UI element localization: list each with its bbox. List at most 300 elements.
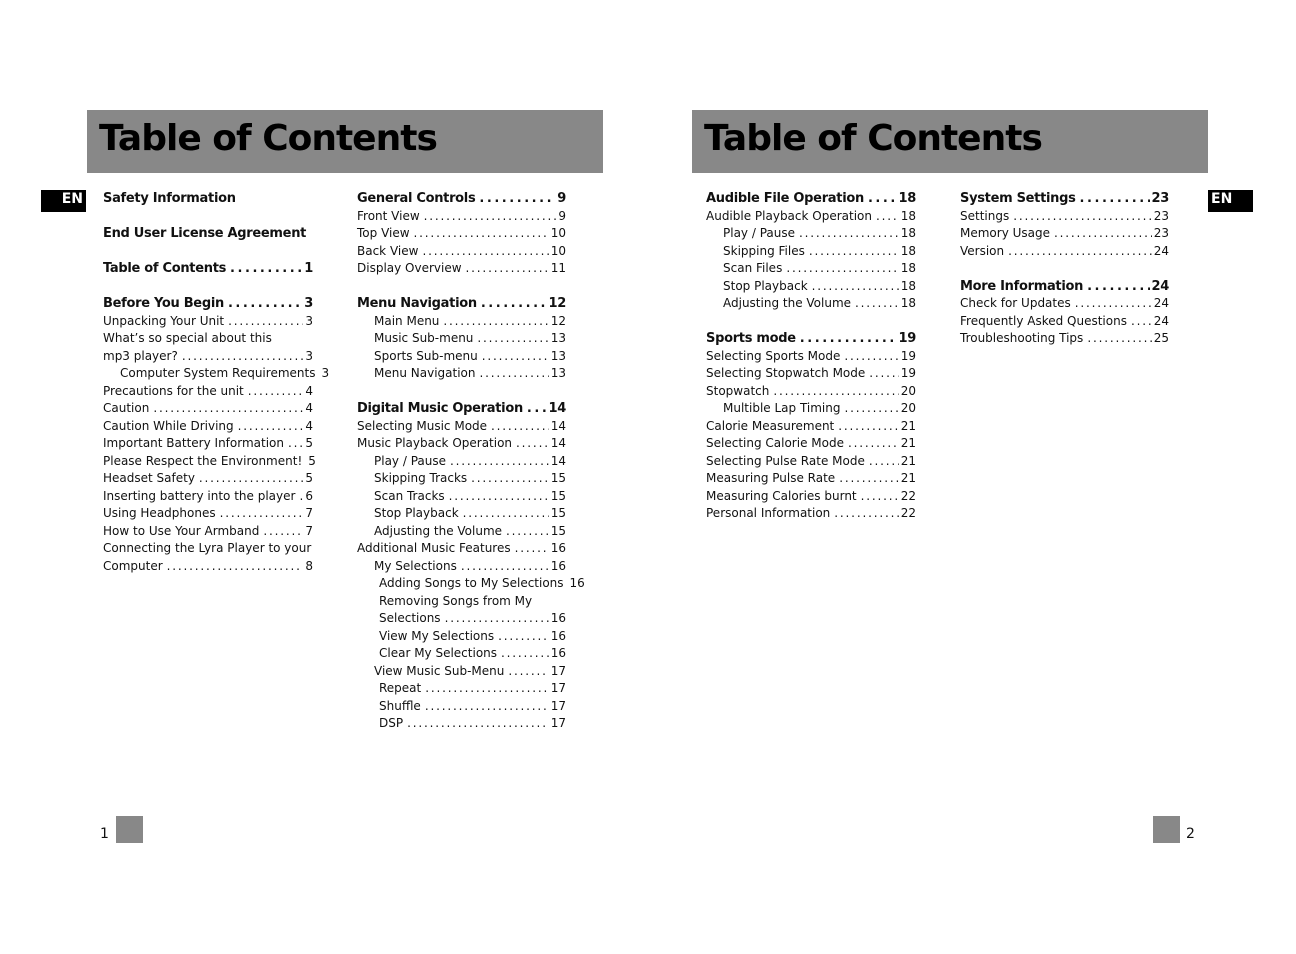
toc-entry-page: 6 — [305, 488, 313, 503]
toc-leader-dots — [424, 208, 557, 226]
toc-entry-page: 15 — [550, 506, 566, 520]
toc-entry-page: 17 — [550, 663, 566, 678]
toc-entry-title: Adding Songs to My Selections — [379, 576, 564, 590]
toc-entry[interactable] — [357, 243, 566, 261]
toc-entry-page: 16 — [550, 611, 566, 625]
toc-entry[interactable] — [706, 488, 916, 506]
toc-entry[interactable] — [103, 540, 313, 558]
toc-leader-dots — [482, 348, 549, 366]
toc-entry[interactable] — [960, 295, 1169, 313]
toc-heading[interactable] — [357, 295, 566, 313]
toc-entry-page: 3 — [305, 348, 313, 363]
toc-leader-dots — [477, 330, 548, 348]
toc-section — [960, 190, 1169, 260]
toc-entry-title: Connecting the Lyra Player to your — [103, 541, 312, 555]
toc-entry-title: Unpacking Your Unit — [103, 313, 225, 328]
toc-entry[interactable] — [960, 208, 1169, 226]
toc-column-4 — [960, 190, 1169, 365]
toc-entry-title: Troubleshooting Tips — [960, 331, 1084, 345]
toc-heading[interactable] — [706, 330, 916, 348]
toc-entry-title: Menu Navigation — [374, 366, 476, 380]
toc-entry-page: 15 — [550, 488, 566, 503]
toc-entry-title: Music Playback Operation — [357, 436, 513, 450]
toc-entry-page: 13 — [550, 331, 566, 345]
toc-leader-dots — [834, 505, 898, 523]
toc-leader-dots — [498, 628, 549, 646]
toc-entry[interactable] — [103, 330, 313, 348]
toc-entry-title: Repeat — [379, 681, 422, 695]
toc-entry-page: 4 — [305, 418, 313, 433]
toc-leader-dots — [527, 400, 547, 418]
toc-entry[interactable] — [706, 225, 916, 243]
toc-leader-dots — [263, 523, 303, 541]
toc-leader-dots — [220, 505, 304, 523]
toc-leader-dots — [501, 645, 549, 663]
toc-section — [103, 225, 313, 243]
toc-leader-dots — [799, 225, 899, 243]
toc-entry-page: 18 — [898, 191, 916, 206]
toc-entry-page: 21 — [900, 471, 916, 485]
toc-leader-dots — [407, 715, 549, 733]
toc-entry-page: 16 — [550, 646, 566, 660]
toc-entry-title: Selections — [379, 611, 441, 625]
toc-entry-page: 9 — [558, 208, 566, 223]
toc-entry[interactable] — [960, 243, 1169, 261]
toc-entry-title: Selecting Music Mode — [357, 418, 488, 433]
toc-entry-page: 18 — [900, 261, 916, 275]
page-number-left: 1 — [100, 826, 109, 842]
toc-section — [103, 190, 313, 208]
title-banner-left — [87, 110, 603, 173]
toc-entry[interactable] — [103, 435, 313, 453]
toc-entry[interactable] — [706, 208, 916, 226]
toc-entry-title: Scan Tracks — [374, 488, 445, 503]
toc-entry-title: Sports Sub-menu — [374, 348, 478, 363]
toc-entry[interactable] — [706, 383, 916, 401]
toc-entry-page: 15 — [550, 523, 566, 538]
toc-entry[interactable] — [103, 558, 313, 576]
toc-entry-title: Computer — [103, 558, 163, 573]
toc-entry[interactable] — [357, 628, 566, 646]
toc-entry[interactable] — [357, 680, 566, 698]
toc-entry-page: 17 — [550, 716, 566, 730]
toc-heading[interactable] — [706, 190, 916, 208]
toc-leader-dots — [199, 470, 303, 488]
toc-section — [357, 190, 566, 278]
toc-entry-page: 3 — [304, 296, 313, 311]
toc-entry[interactable] — [357, 348, 566, 366]
toc-entry-page: 16 — [550, 558, 566, 573]
toc-entry[interactable] — [357, 558, 566, 576]
toc-leader-dots — [869, 365, 898, 383]
toc-column-1 — [103, 190, 330, 593]
toc-entry[interactable] — [103, 488, 313, 506]
toc-entry-page: 10 — [550, 243, 566, 258]
toc-leader-dots — [1080, 190, 1150, 208]
toc-entry-page: 20 — [900, 383, 916, 398]
toc-entry-title: Music Sub-menu — [374, 331, 474, 345]
toc-entry-title: My Selections — [374, 558, 457, 573]
toc-leader-dots — [773, 383, 898, 401]
toc-entry-page: 16 — [569, 576, 585, 590]
toc-leader-dots — [425, 680, 548, 698]
toc-entry-page: 25 — [1153, 331, 1169, 345]
toc-entry-page: 13 — [550, 348, 566, 363]
toc-entry[interactable] — [960, 330, 1169, 348]
toc-entry-page: 23 — [1153, 226, 1169, 240]
toc-column-2 — [357, 190, 585, 750]
toc-entry-title: What’s so special about this — [103, 331, 272, 345]
toc-entry-title: Audible File Operation — [706, 191, 864, 206]
toc-entry-title: Safety Information — [103, 191, 236, 206]
toc-entry[interactable] — [706, 278, 916, 296]
toc-entry-page: 24 — [1153, 313, 1169, 328]
toc-heading[interactable] — [960, 278, 1169, 296]
toc-entry[interactable] — [357, 488, 566, 506]
toc-entry-page: 23 — [1153, 208, 1169, 223]
toc-entry-title: Scan Files — [723, 261, 783, 275]
toc-section — [357, 400, 585, 733]
toc-entry-page: 7 — [305, 523, 313, 538]
toc-entry-title: Additional Music Features — [357, 541, 511, 555]
toc-entry[interactable] — [357, 225, 566, 243]
toc-leader-dots — [786, 260, 898, 278]
toc-leader-dots — [508, 663, 548, 681]
toc-entry[interactable] — [103, 505, 313, 523]
toc-entry[interactable] — [357, 208, 566, 226]
page-title-left: Table of Contents — [99, 118, 437, 159]
toc-leader-dots — [248, 383, 304, 401]
toc-entry[interactable] — [357, 330, 566, 348]
toc-section — [706, 330, 916, 523]
toc-entry-page: 12 — [548, 296, 566, 311]
toc-leader-dots — [855, 295, 899, 313]
toc-entry-title: Headset Safety — [103, 471, 195, 485]
toc-entry[interactable] — [103, 418, 313, 436]
toc-heading[interactable] — [103, 260, 313, 278]
toc-leader-dots — [228, 313, 303, 331]
toc-leader-dots — [506, 523, 549, 541]
toc-entry-page: 19 — [900, 348, 916, 363]
toc-entry-title: Skipping Tracks — [374, 471, 468, 485]
toc-entry-title: mp3 player? — [103, 348, 178, 363]
toc-entry-title: Sports mode — [706, 331, 796, 346]
toc-entry-page: 18 — [900, 296, 916, 310]
toc-entry-title: Multible Lap Timing — [723, 401, 841, 415]
toc-entry-title: More Information — [960, 278, 1084, 294]
toc-heading[interactable] — [103, 295, 313, 313]
toc-leader-dots — [230, 260, 302, 278]
toc-entry-page: 20 — [900, 401, 916, 415]
toc-entry[interactable] — [103, 365, 330, 383]
toc-entry-title: Caution — [103, 401, 150, 415]
toc-leader-dots — [288, 435, 303, 453]
toc-entry[interactable] — [357, 715, 566, 733]
toc-entry-title: General Controls — [357, 191, 476, 206]
toc-heading[interactable] — [960, 190, 1169, 208]
toc-entry-title: Calorie Measurement — [706, 418, 835, 433]
toc-entry[interactable] — [357, 260, 566, 278]
toc-leader-dots — [445, 610, 549, 628]
toc-entry-page: 5 — [305, 436, 313, 450]
toc-entry[interactable] — [706, 453, 916, 471]
toc-leader-dots — [1087, 278, 1149, 296]
toc-leader-dots — [812, 278, 899, 296]
toc-entry[interactable] — [103, 400, 313, 418]
toc-entry-page: 13 — [550, 366, 566, 380]
toc-entry-title: Settings — [960, 208, 1010, 223]
toc-entry-page: 7 — [305, 506, 313, 520]
page-marker-right — [1153, 816, 1180, 843]
toc-entry-page: 4 — [305, 401, 313, 415]
toc-entry-title: Display Overview — [357, 261, 462, 275]
toc-entry-page: 16 — [550, 628, 566, 643]
toc-leader-dots — [479, 190, 555, 208]
toc-entry[interactable] — [706, 418, 916, 436]
toc-leader-dots — [491, 418, 549, 436]
toc-entry[interactable] — [357, 505, 566, 523]
toc-entry-page: 5 — [308, 453, 316, 468]
toc-entry-page: 22 — [900, 506, 916, 520]
toc-leader-dots — [1087, 330, 1151, 348]
toc-entry-title: Before You Begin — [103, 296, 224, 311]
toc-leader-dots — [463, 505, 549, 523]
toc-entry-page: 19 — [900, 366, 916, 380]
toc-entry[interactable] — [357, 453, 566, 471]
language-tab-right: EN — [1208, 190, 1253, 212]
toc-leader-dots — [845, 400, 899, 418]
toc-entry-title: Measuring Calories burnt — [706, 488, 857, 503]
toc-leader-dots — [449, 488, 549, 506]
toc-leader-dots — [466, 260, 549, 278]
toc-entry[interactable] — [357, 540, 566, 558]
toc-leader-dots — [800, 330, 897, 348]
toc-heading[interactable] — [357, 190, 566, 208]
toc-entry[interactable] — [706, 348, 916, 366]
toc-leader-dots — [1054, 225, 1152, 243]
toc-entry-page: 14 — [550, 436, 566, 450]
toc-leader-dots — [182, 348, 304, 366]
toc-entry-title: Personal Information — [706, 506, 831, 520]
toc-entry-title: Play / Pause — [374, 453, 446, 468]
toc-entry-page: 18 — [900, 208, 916, 223]
toc-leader-dots — [443, 313, 548, 331]
toc-entry-page: 14 — [548, 401, 566, 416]
toc-leader-dots — [1013, 208, 1152, 226]
toc-entry-title: Table of Contents — [103, 261, 227, 276]
page-number-right: 2 — [1186, 826, 1195, 842]
toc-leader-dots — [414, 225, 549, 243]
toc-entry-title: Back View — [357, 243, 419, 258]
toc-entry-title: Top View — [357, 226, 410, 240]
toc-entry-page: 24 — [1153, 243, 1169, 258]
toc-entry-title: How to Use Your Armband — [103, 523, 260, 538]
toc-entry[interactable] — [103, 523, 313, 541]
toc-entry-title: View My Selections — [379, 628, 495, 643]
toc-entry-title: End User License Agreement — [103, 226, 307, 241]
toc-entry-title: Stop Playback — [723, 278, 808, 293]
toc-section — [357, 295, 566, 383]
toc-column-3 — [706, 190, 916, 540]
toc-leader-dots — [461, 558, 549, 576]
toc-section — [103, 295, 330, 575]
toc-section — [103, 260, 313, 278]
toc-entry-page: 16 — [550, 541, 566, 555]
toc-leader-dots — [844, 348, 898, 366]
toc-leader-dots — [515, 540, 549, 558]
toc-entry-page: 21 — [900, 453, 916, 468]
toc-entry[interactable] — [357, 435, 566, 453]
toc-entry-page: 10 — [550, 226, 566, 240]
toc-leader-dots — [1008, 243, 1152, 261]
toc-entry-page: 24 — [1153, 296, 1169, 310]
toc-entry-title: Selecting Calorie Mode — [706, 436, 844, 450]
language-tab-left: EN — [41, 190, 86, 212]
toc-entry-page: 5 — [305, 471, 313, 485]
toc-leader-dots — [238, 418, 304, 436]
toc-entry-title: Check for Updates — [960, 296, 1071, 310]
toc-entry[interactable] — [357, 575, 585, 593]
toc-leader-dots — [848, 435, 899, 453]
page-title-right: Table of Contents — [704, 118, 1042, 159]
toc-entry[interactable] — [357, 698, 566, 716]
toc-entry-title: Clear My Selections — [379, 646, 498, 660]
toc-entry-page: 3 — [305, 313, 313, 328]
toc-leader-dots — [167, 558, 304, 576]
toc-entry-title: View Music Sub-Menu — [374, 663, 505, 678]
toc-entry-page: 3 — [321, 366, 330, 380]
toc-leader-dots — [450, 453, 549, 471]
toc-entry[interactable] — [357, 313, 566, 331]
toc-entry-title: Shuffle — [379, 698, 421, 713]
toc-entry-title: Selecting Pulse Rate Mode — [706, 453, 865, 468]
toc-entry-page: 9 — [557, 191, 566, 206]
toc-entry-title: Precautions for the unit — [103, 383, 244, 398]
toc-entry-page: 18 — [900, 243, 916, 258]
toc-entry-page: 21 — [900, 436, 916, 450]
toc-leader-dots — [481, 295, 547, 313]
toc-entry[interactable] — [706, 435, 916, 453]
toc-entry-title: Digital Music Operation — [357, 401, 523, 416]
toc-entry[interactable] — [357, 365, 566, 383]
toc-entry[interactable] — [706, 505, 916, 523]
toc-leader-dots — [228, 295, 302, 313]
toc-entry[interactable] — [103, 453, 316, 471]
toc-entry[interactable] — [960, 313, 1169, 331]
toc-leader-dots — [868, 190, 897, 208]
toc-entry[interactable] — [706, 295, 916, 313]
toc-entry-page: 22 — [900, 488, 916, 503]
toc-entry[interactable] — [960, 225, 1169, 243]
toc-entry-title: Memory Usage — [960, 226, 1051, 240]
toc-entry-title: Play / Pause — [723, 226, 795, 240]
toc-entry-page: 14 — [550, 453, 566, 468]
toc-entry-title: Frequently Asked Questions — [960, 313, 1127, 328]
toc-entry-title: Selecting Stopwatch Mode — [706, 366, 866, 380]
toc-entry-page: 17 — [550, 681, 566, 695]
toc-entry-title: Important Battery Information — [103, 436, 284, 450]
toc-leader-dots — [876, 208, 899, 226]
toc-entry-title: Stop Playback — [374, 506, 459, 520]
toc-leader-dots — [516, 435, 549, 453]
toc-entry[interactable] — [706, 243, 916, 261]
toc-entry[interactable] — [357, 645, 566, 663]
toc-entry-title: Skipping Files — [723, 243, 805, 258]
toc-entry-title: System Settings — [960, 191, 1076, 206]
toc-entry-page: 14 — [550, 418, 566, 433]
toc-entry-page: 19 — [898, 331, 916, 346]
toc-entry-page: 12 — [550, 313, 566, 328]
toc-entry[interactable] — [357, 610, 566, 628]
toc-leader-dots — [1075, 295, 1152, 313]
toc-section — [960, 278, 1169, 348]
toc-entry-title: Measuring Pulse Rate — [706, 471, 836, 485]
toc-entry[interactable] — [103, 313, 313, 331]
toc-heading[interactable] — [103, 190, 313, 208]
toc-entry-page: 17 — [550, 698, 566, 713]
toc-entry-page: 24 — [1151, 278, 1169, 294]
toc-entry-title: Computer System Requirements — [120, 366, 316, 380]
toc-entry-title: Adjusting the Volume — [723, 296, 852, 310]
toc-heading[interactable] — [103, 225, 313, 243]
toc-entry[interactable] — [103, 348, 313, 366]
toc-entry-page: 18 — [900, 226, 916, 240]
toc-entry[interactable] — [357, 470, 566, 488]
title-banner-right — [692, 110, 1208, 173]
toc-leader-dots — [422, 243, 548, 261]
toc-heading[interactable] — [357, 400, 566, 418]
toc-entry[interactable] — [706, 365, 916, 383]
toc-entry-page: 8 — [305, 558, 313, 573]
toc-entry-title: Main Menu — [374, 313, 440, 328]
toc-leader-dots — [861, 488, 899, 506]
toc-leader-dots — [809, 243, 899, 261]
toc-entry-title: Removing Songs from My — [379, 593, 533, 608]
toc-entry-title: DSP — [379, 716, 404, 730]
toc-entry-title: Stopwatch — [706, 383, 770, 398]
toc-entry-page: 4 — [305, 383, 313, 398]
toc-entry[interactable] — [357, 523, 566, 541]
toc-leader-dots — [479, 365, 548, 383]
toc-entry-title: Selecting Sports Mode — [706, 348, 841, 363]
toc-entry-title: Caution While Driving — [103, 418, 234, 433]
toc-leader-dots — [471, 470, 549, 488]
toc-entry-page: 11 — [550, 261, 566, 275]
toc-section — [706, 190, 916, 313]
toc-entry-page: 15 — [550, 471, 566, 485]
toc-entry[interactable] — [103, 470, 313, 488]
toc-entry-title: Version — [960, 243, 1005, 258]
page-marker-left — [116, 816, 143, 843]
toc-entry-title: Please Respect the Environment! — [103, 453, 303, 468]
toc-entry[interactable] — [706, 260, 916, 278]
toc-leader-dots — [425, 698, 549, 716]
toc-entry-title: Front View — [357, 208, 420, 223]
toc-leader-dots — [839, 470, 899, 488]
toc-entry-page: 1 — [304, 261, 313, 276]
toc-leader-dots — [869, 453, 899, 471]
toc-leader-dots — [153, 400, 303, 418]
toc-entry[interactable] — [103, 383, 313, 401]
toc-entry[interactable] — [706, 470, 916, 488]
toc-entry[interactable] — [357, 418, 566, 436]
toc-entry[interactable] — [357, 593, 566, 611]
toc-entry-title: Menu Navigation — [357, 296, 477, 311]
toc-entry[interactable] — [357, 663, 566, 681]
toc-entry[interactable] — [706, 400, 916, 418]
toc-entry-page: 21 — [900, 418, 916, 433]
toc-entry-page: 18 — [900, 278, 916, 293]
